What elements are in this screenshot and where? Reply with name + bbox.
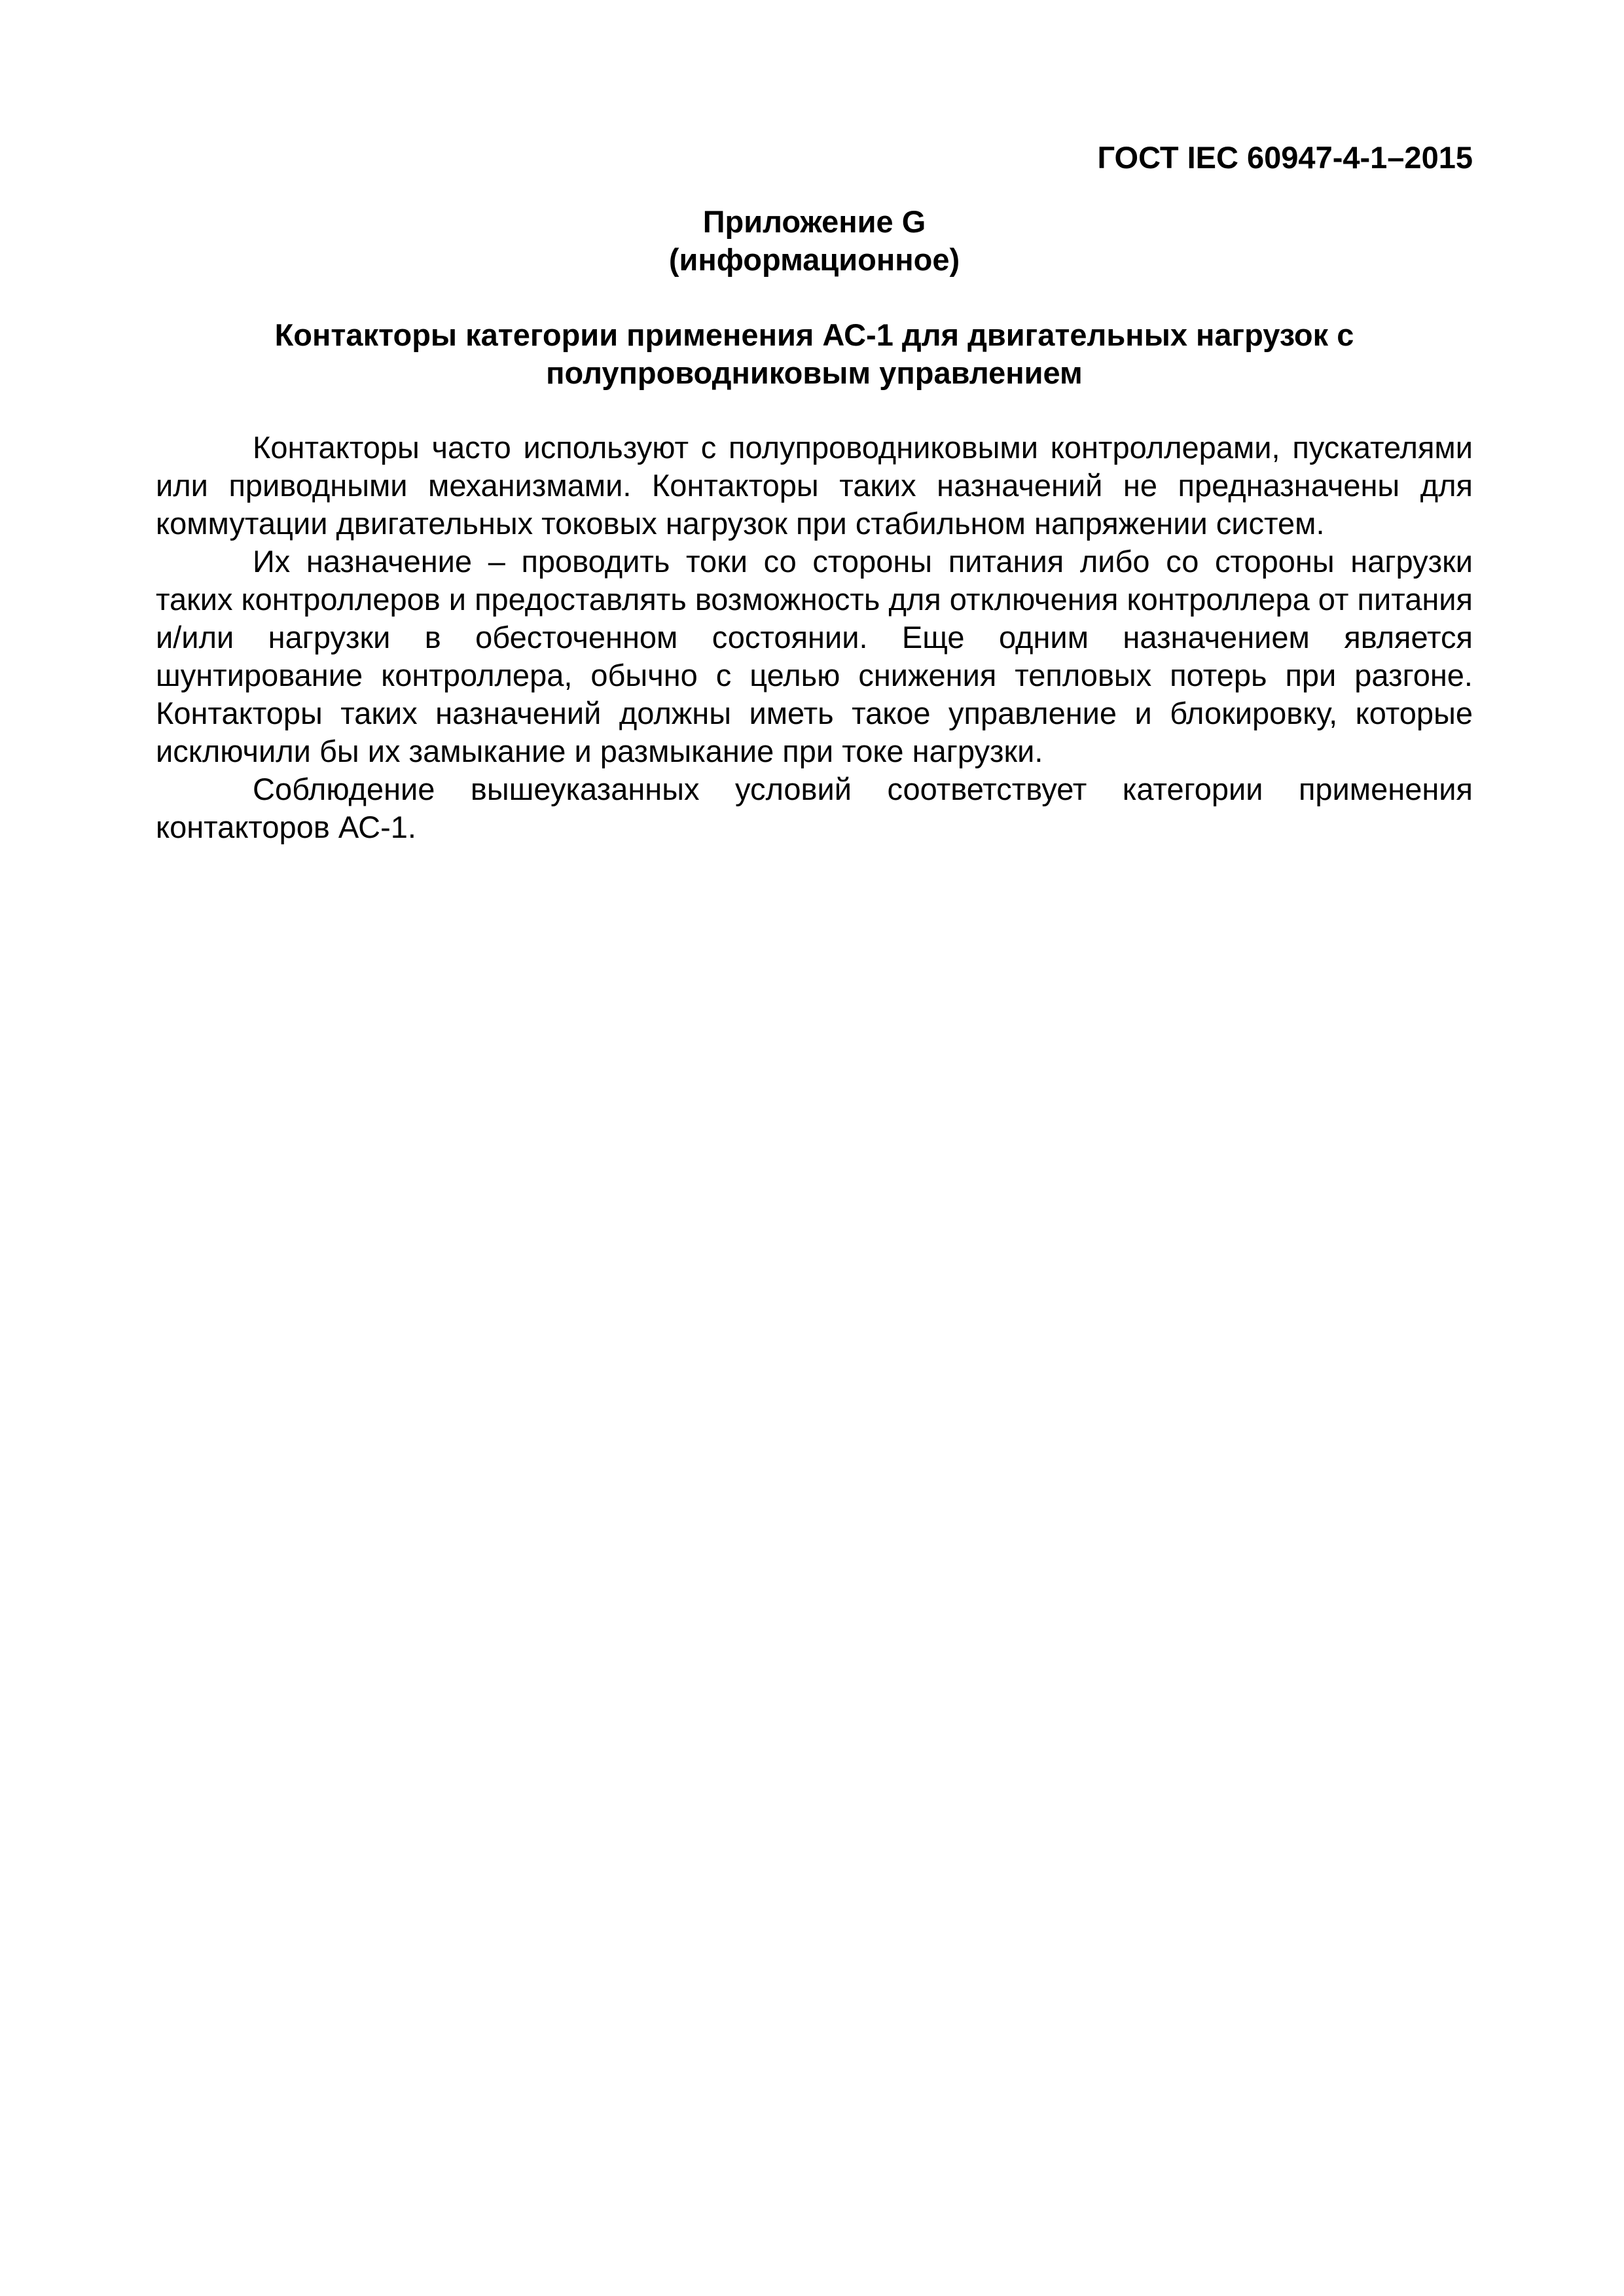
annex-label: Приложение G — [702, 204, 926, 239]
annex-status: (информационное) — [668, 242, 960, 277]
annex-title-line-1: Контакторы категории применения АС-1 для двигательных нагрузок с — [274, 317, 1354, 352]
document-code: ГОСТ IEC 60947-4-1–2015 — [1097, 140, 1473, 175]
annex-title-line-2: полупроводниковым управлением — [546, 355, 1083, 390]
annex-title — [156, 316, 1473, 392]
paragraph-2: Их назначение – проводить токи со стороны питания либо со стороны нагрузки таких контроллеров и предоставлять возможность для отключения контроллера от питания и/или нагрузки в обесточенном состоянии. Еще одним назначением является шунтирование контроллера, обычно с целью снижения тепловых потерь при разгоне. Контакторы таких назначений должны иметь такое управление и блокировку, которые исключили бы их замыкание и размыкание при токе нагрузки. — [156, 544, 1473, 768]
paragraph-3: Соблюдение вышеуказанных условий соответствует категории применения контакторов АС-1. — [156, 772, 1473, 844]
body-text — [156, 429, 1473, 846]
annex-heading — [156, 203, 1473, 279]
paragraph-1: Контакторы часто используют с полупроводниковыми контроллерами, пускателями или приводными механизмами. Контакторы таких назначений не предназначены для коммутации двигательных токовых нагрузок при стабильном напряжении систем. — [156, 430, 1473, 541]
